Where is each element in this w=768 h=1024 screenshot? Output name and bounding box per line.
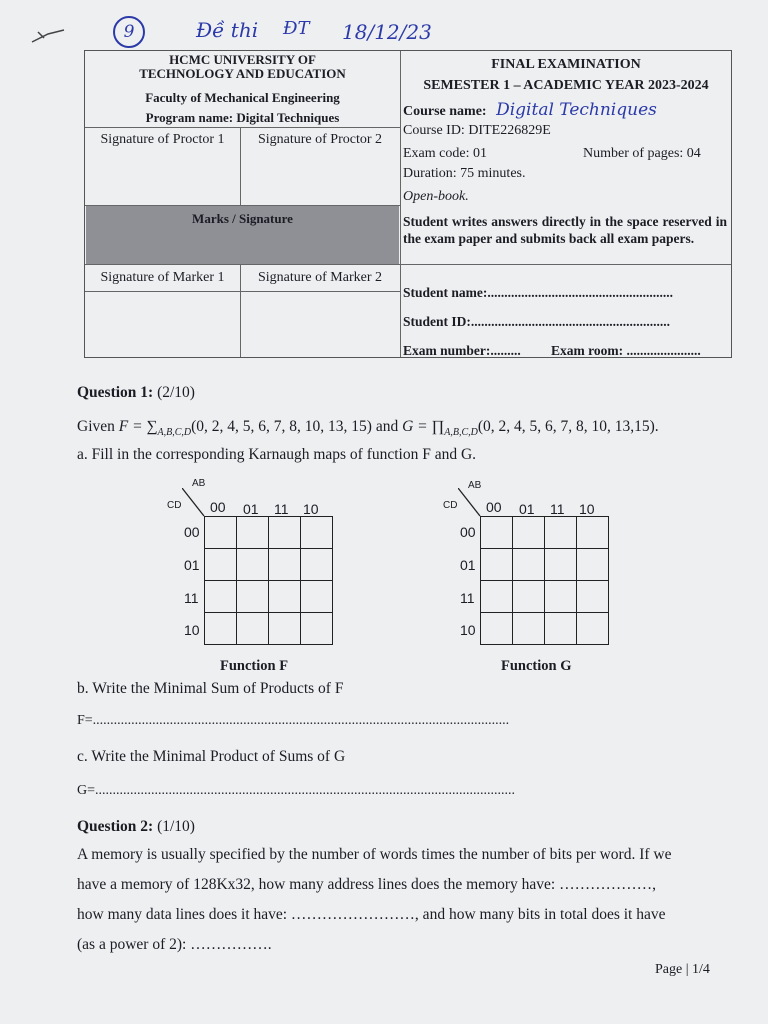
course-id: Course ID: DITE226829E [403,123,551,138]
f-expression: F = ∑ [118,418,158,435]
signature-marker-2-label: Signature of Marker 2 [257,270,383,285]
question-2-line-2: have a memory of 128Kx32, how many address lines does the memory have: ………………, [77,876,656,893]
function-g-caption: Function G [501,658,572,674]
kmap-row-01: 01 [460,557,476,573]
kmap-cell[interactable] [545,517,577,549]
kmap-col-10: 10 [579,501,595,517]
handwritten-date: 18/12/23 [342,20,432,44]
g-maxterms: (0, 2, 4, 5, 6, 7, 8, 10, 13,15). [477,418,659,435]
kmap-cell[interactable] [237,549,269,581]
course-name-handwritten: Digital Techniques [496,100,657,120]
kmap-col-00: 00 [486,499,502,515]
kmap-cell[interactable] [269,517,301,549]
semester-label: SEMESTER 1 – ACADEMIC YEAR 2023-2024 [423,78,709,93]
exam-code: Exam code: 01 [403,146,487,161]
signature-proctor-1-label: Signature of Proctor 1 [100,132,225,147]
kmap-grid[interactable] [480,516,609,645]
kmap-cell[interactable] [577,613,609,645]
question-2-title: Question 2: [77,818,154,835]
kmap-cell[interactable] [269,549,301,581]
kmap-cell[interactable] [577,549,609,581]
kmap-row-10: 10 [184,622,200,638]
student-name-field[interactable]: Student name:....................................................... [403,285,674,300]
handwritten-circled-number: 9 [113,16,145,48]
question-2-body [77,840,727,960]
kmap-col-11: 11 [274,501,289,517]
question-2-heading [77,818,195,836]
kmap-cell[interactable] [481,549,513,581]
kmap-cell[interactable] [301,581,333,613]
kmap-col-10: 10 [303,501,319,517]
pen-scribble-icon [28,24,68,48]
kmap-row-00: 00 [460,524,476,540]
kmap-cell[interactable] [301,613,333,645]
kmap-cd-label: CD [443,500,458,511]
number-of-pages: Number of pages: 04 [583,146,701,161]
signature-marker-1-label: Signature of Marker 1 [100,270,225,285]
faculty-name: Faculty of Mechanical Engineering [145,90,340,105]
kmap-row-11: 11 [184,590,199,606]
question-1-given: Given $F = \sum_{A,B,C,D}(0$, 2, 4, 5, 6, 7, 8, 10, 13, 15) and $G = \prod_{A,B,C,D}(0$, 2, 4, 5, 6, 7, 8, 10, 13,15). [77,418,659,439]
kmap-col-01: 01 [519,501,535,517]
submission-instructions: Student writes answers directly in the space reserved in the exam paper and submits back all exam papers. [403,214,727,246]
f-answer-line[interactable]: F=....................................................................................................................... [77,713,510,728]
g-answer-line[interactable]: G=........................................................................................................................ [77,783,516,798]
handwritten-note: Đề thi [196,18,259,42]
kmap-cell[interactable] [577,581,609,613]
exam-header-table [84,50,732,358]
kmap-cell[interactable] [545,613,577,645]
kmap-cell[interactable] [481,613,513,645]
exam-room-field[interactable]: Exam room: ...................... [551,343,701,358]
kmap-cell[interactable] [545,549,577,581]
university-name: HCMC UNIVERSITY OF TECHNOLOGY AND EDUCATION [139,52,346,81]
kmap-cell[interactable] [301,517,333,549]
karnaugh-map-g [436,478,616,648]
question-2-line-4: (as a power of 2): ……………. [77,936,272,953]
kmap-cd-label: CD [167,500,182,511]
kmap-cell[interactable] [481,581,513,613]
kmap-cell[interactable] [269,581,301,613]
course-name-label: Course name: [403,104,487,119]
kmap-row-11: 11 [460,590,475,606]
kmap-cell[interactable] [513,613,545,645]
kmap-diagonal-line [182,488,206,518]
page-number: Page | 1/4 [655,962,710,977]
question-2-line-1: A memory is usually specified by the number of words times the number of bits per word. If we [77,846,672,863]
kmap-row-00: 00 [184,524,200,540]
handwritten-mark: ĐT [283,18,310,39]
f-minterms: (0, 2, 4, 5, 6, 7, 8, 10, 13, 15) [191,418,372,435]
question-2-line-3: how many data lines does it have: ……………………, and how many bits in total does it have [77,906,666,923]
course-name-row [403,100,731,120]
question-1-part-b: b. Write the Minimal Sum of Products of F [77,680,344,697]
function-f-caption: Function F [220,658,289,674]
student-id-field[interactable]: Student ID:........................................................... [403,314,671,329]
exam-title: FINAL EXAMINATION [491,57,641,72]
exam-number-field[interactable]: Exam number:......... [403,343,521,358]
program-name: Program name: Digital Techniques [145,110,340,125]
kmap-cell[interactable] [205,581,237,613]
kmap-cell[interactable] [269,613,301,645]
question-1-title: Question 1: [77,384,154,401]
kmap-cell[interactable] [577,517,609,549]
kmap-grid[interactable] [204,516,333,645]
kmap-diagonal-line [458,488,482,518]
question-1-heading [77,384,195,402]
kmap-cell[interactable] [205,517,237,549]
kmap-row-10: 10 [460,622,476,638]
kmap-ab-label: AB [468,480,482,491]
g-expression: G = ∏ [402,418,445,435]
kmap-cell[interactable] [205,549,237,581]
kmap-cell[interactable] [481,517,513,549]
question-1-part-a: a. Fill in the corresponding Karnaugh maps of function F and G. [77,446,477,463]
exam-duration: Duration: 75 minutes. [403,166,526,181]
kmap-cell[interactable] [545,581,577,613]
marks-signature-label: Marks / Signature [192,211,293,226]
question-1-part-c: c. Write the Minimal Product of Sums of G [77,748,346,765]
kmap-col-00: 00 [210,499,226,515]
kmap-col-01: 01 [243,501,259,517]
open-book-note: Open-book. [403,189,469,204]
kmap-col-11: 11 [550,501,565,517]
kmap-cell[interactable] [513,581,545,613]
kmap-cell[interactable] [237,581,269,613]
kmap-row-01: 01 [184,557,200,573]
kmap-cell[interactable] [205,613,237,645]
question-1-points: (2/10) [157,384,195,401]
karnaugh-map-f [160,478,340,648]
question-2-points: (1/10) [157,818,195,835]
signature-proctor-2-label: Signature of Proctor 2 [257,132,383,147]
kmap-cell[interactable] [237,517,269,549]
kmap-cell[interactable] [301,549,333,581]
kmap-cell[interactable] [237,613,269,645]
kmap-cell[interactable] [513,549,545,581]
kmap-ab-label: AB [192,478,206,489]
kmap-cell[interactable] [513,517,545,549]
